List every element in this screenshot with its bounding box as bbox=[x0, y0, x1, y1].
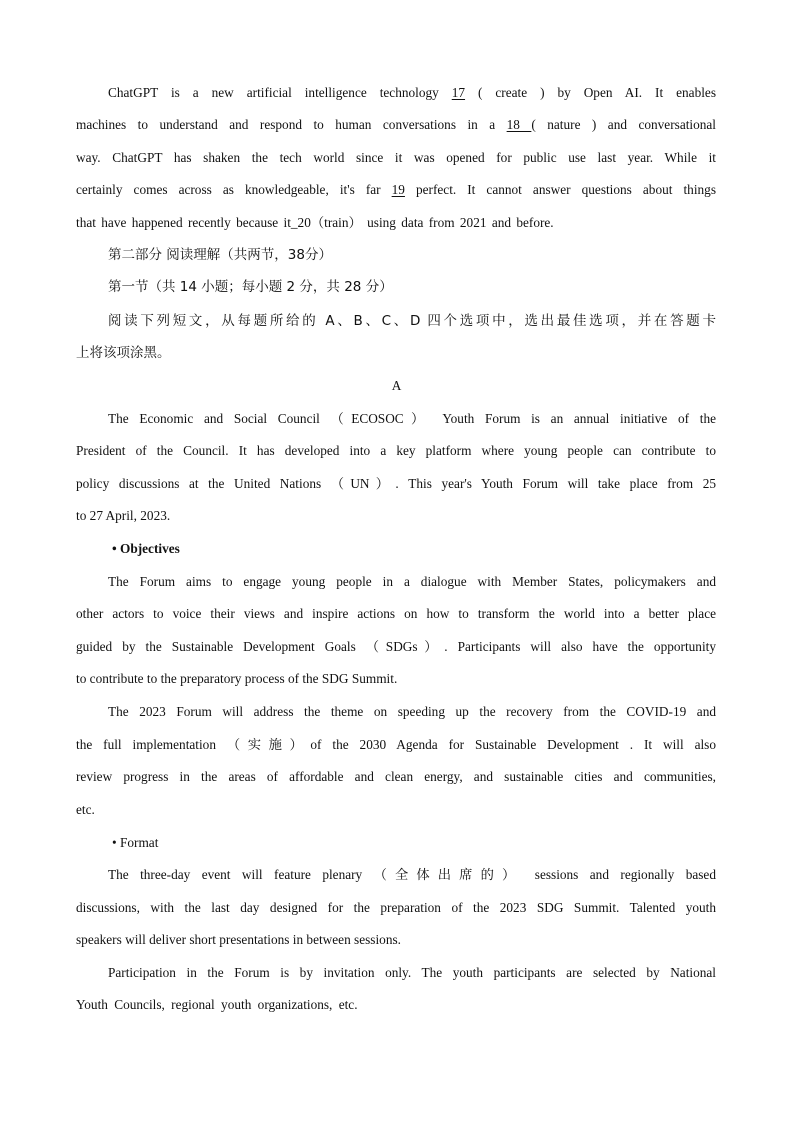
p3-line-2: the full implementation （实施）of the 2030 Agenda for Sustainable Development . It will also bbox=[76, 737, 716, 752]
p4-line-2: discussions, with the last day designed for the preparation of the 2023 SDG Summit. Talented youth bbox=[76, 900, 716, 915]
text: certainly comes across as knowledgeable, it's far bbox=[76, 182, 392, 197]
p2-line-1: The Forum aims to engage young people in a dialogue with Member States, policymakers and bbox=[108, 574, 716, 589]
instruction-line-1: 阅读下列短文，从每题所给的 A、B、C、D 四个选项中，选出最佳选项，并在答题卡 bbox=[108, 313, 716, 329]
p5-line-1: Participation in the Forum is by invitation only. The youth participants are selected by National bbox=[108, 965, 716, 980]
cloze-line-5: that have happened recently because it_20（train） using data from 2021 and before. bbox=[76, 215, 554, 230]
p1-line-3: policy discussions at the United Nations （UN）. This year's Youth Forum will take place from 25 bbox=[76, 476, 716, 491]
cloze-line-1 bbox=[108, 83, 716, 103]
blank-17: 17 bbox=[451, 85, 466, 100]
p2-line-2: other actors to voice their views and inspire actions on how to transform the world into a better place bbox=[76, 606, 716, 621]
blank-19: 19 bbox=[391, 182, 405, 197]
p1-line-2: President of the Council. It has developed into a key platform where young people can contribute to bbox=[76, 443, 716, 458]
cloze-line-2 bbox=[76, 115, 716, 135]
p3-line-4: etc. bbox=[76, 802, 95, 817]
text: perfect. It cannot answer questions about things bbox=[404, 182, 716, 197]
text: machines to understand and respond to human conversations in a bbox=[76, 117, 507, 132]
p4-line-1: The three-day event will feature plenary （全体出席的） sessions and regionally based bbox=[108, 867, 716, 882]
p5-line-2: Youth Councils, regional youth organizations, etc. bbox=[76, 997, 358, 1012]
objectives-heading: • Objectives bbox=[112, 541, 180, 556]
p1-line-4: to 27 April, 2023. bbox=[76, 508, 171, 523]
text: ( nature ) and conversational bbox=[531, 117, 716, 132]
p4-line-3: speakers will deliver short presentations in between sessions. bbox=[76, 932, 401, 947]
instruction-line-2: 上将该项涂黑。 bbox=[76, 345, 171, 361]
passage-label: A bbox=[391, 378, 402, 393]
section-heading: 第一节（共 14 小题；每小题 2 分，共 28 分） bbox=[108, 279, 393, 295]
p3-line-3: review progress in the areas of affordable and clean energy, and sustainable cities and communities, bbox=[76, 769, 716, 784]
p2-line-4: to contribute to the preparatory process of the SDG Summit. bbox=[76, 671, 398, 686]
text: ChatGPT is a new artificial intelligence technology bbox=[108, 85, 452, 100]
text: ( create ) by Open AI. It enables bbox=[465, 85, 716, 100]
cloze-line-3: way. ChatGPT has shaken the tech world since it was opened for public use last year. While it bbox=[76, 150, 716, 165]
blank-18: 18 bbox=[506, 117, 532, 132]
part-heading: 第二部分 阅读理解（共两节，38分） bbox=[108, 247, 332, 263]
format-heading: • Format bbox=[112, 835, 159, 850]
cloze-line-4 bbox=[76, 180, 716, 200]
p2-line-3: guided by the Sustainable Development Goals （SDGs）. Participants will also have the opportunity bbox=[76, 639, 716, 654]
p3-line-1: The 2023 Forum will address the theme on speeding up the recovery from the COVID-19 and bbox=[108, 704, 716, 719]
p1-line-1: The Economic and Social Council （ECOSOC） Youth Forum is an annual initiative of the bbox=[108, 411, 716, 426]
